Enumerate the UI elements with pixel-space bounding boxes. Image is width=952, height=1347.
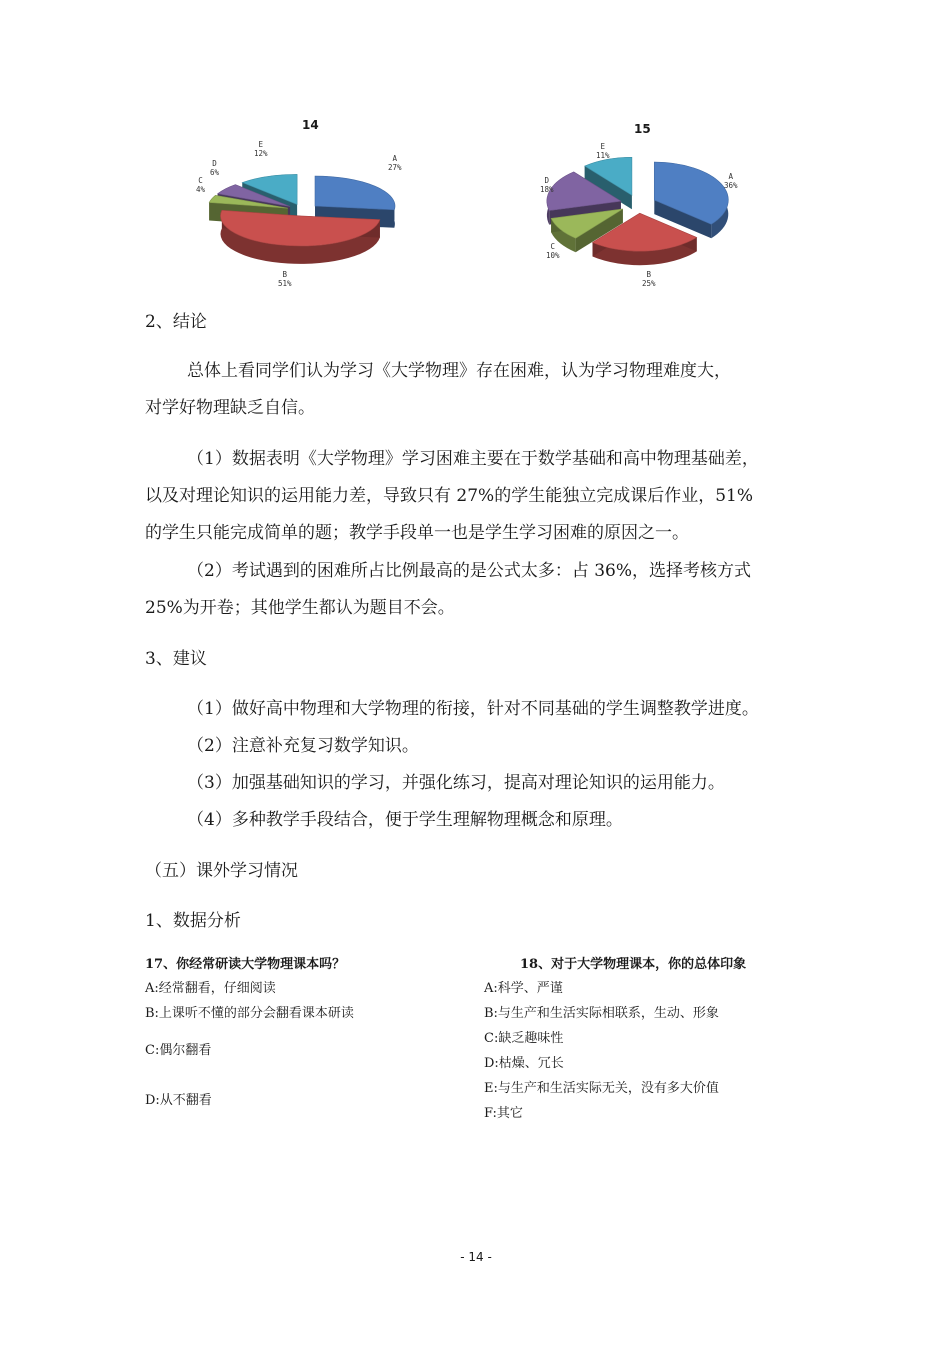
- slice-label-a: A 36%: [724, 172, 738, 190]
- slice-label-b: B 25%: [642, 270, 656, 288]
- conclusion-paragraph-1-line-1: 总体上看同学们认为学习《大学物理》存在困难，认为学习物理难度大，: [187, 361, 731, 381]
- conclusion-paragraph-1-line-2: 对学好物理缺乏自信。: [145, 398, 315, 418]
- heading-data-analysis: 1、数据分析: [145, 911, 241, 931]
- question-17-option: B:上课听不懂的部分会翻看课本研读: [145, 1006, 354, 1021]
- suggestion-item: （3）加强基础知识的学习，并强化练习，提高对理论知识的运用能力。: [187, 773, 725, 793]
- suggestion-item: （2）注意补充复习数学知识。: [187, 736, 419, 756]
- heading-conclusion: 2、结论: [145, 312, 207, 332]
- slice-label-c: C 4%: [196, 176, 206, 194]
- question-17-option: D:从不翻看: [145, 1093, 212, 1108]
- question-18-option: C:缺乏趣味性: [484, 1031, 564, 1046]
- heading-suggestion: 3、建议: [145, 649, 207, 669]
- question-18-title: 18、对于大学物理课本，你的总体印象: [520, 957, 747, 972]
- pie-svg: [190, 112, 430, 292]
- question-18-option: A:科学、严谨: [484, 981, 563, 996]
- conclusion-paragraph-3-line-2: 25%为开卷；其他学生都认为题目不会。: [145, 598, 455, 618]
- suggestion-item: （4）多种教学手段结合，便于学生理解物理概念和原理。: [187, 810, 623, 830]
- suggestion-item: （1）做好高中物理和大学物理的衔接，针对不同基础的学生调整教学进度。: [187, 699, 759, 719]
- question-18-option: E:与生产和生活实际无关，没有多大价值: [484, 1081, 719, 1096]
- slice-label-c: C 10%: [546, 242, 560, 260]
- pie-svg: [534, 112, 754, 292]
- question-18-option: D:枯燥、冗长: [484, 1056, 564, 1071]
- slice-label-d: D 6%: [210, 159, 220, 177]
- conclusion-paragraph-3-line-1: （2）考试遇到的困难所占比例最高的是公式太多：占 36%，选择考核方式: [187, 561, 752, 581]
- question-17-title: 17、你经常研读大学物理课本吗？: [145, 957, 346, 972]
- pie-slice-b: [220, 210, 379, 264]
- heading-section-5: （五）课外学习情况: [145, 861, 298, 881]
- page-number: - 14 -: [460, 1250, 492, 1264]
- question-18-option: F:其它: [484, 1106, 523, 1121]
- slice-label-d: D 18%: [540, 176, 554, 194]
- slice-label-e: E 12%: [254, 140, 268, 158]
- conclusion-paragraph-2-line-1: （1）数据表明《大学物理》学习困难主要在于数学基础和高中物理基础差，: [187, 449, 759, 469]
- conclusion-paragraph-2-line-2: 以及对理论知识的运用能力差，导致只有 27%的学生能独立完成课后作业，51%: [145, 486, 753, 506]
- question-17-option: A:经常翻看，仔细阅读: [145, 981, 276, 996]
- slice-label-e: E 11%: [596, 142, 610, 160]
- conclusion-paragraph-2-line-3: 的学生只能完成简单的题；教学手段单一也是学生学习困难的原因之一。: [145, 523, 689, 543]
- pie-chart-14: [190, 112, 430, 292]
- pie-chart-15: [534, 112, 754, 292]
- question-17-option: C:偶尔翻看: [145, 1043, 212, 1058]
- question-18-option: B:与生产和生活实际相联系，生动、形象: [484, 1006, 719, 1021]
- chart-title: 15: [634, 122, 651, 136]
- chart-title: 14: [302, 118, 319, 132]
- slice-label-b: B 51%: [278, 270, 292, 288]
- slice-label-a: A 27%: [388, 154, 402, 172]
